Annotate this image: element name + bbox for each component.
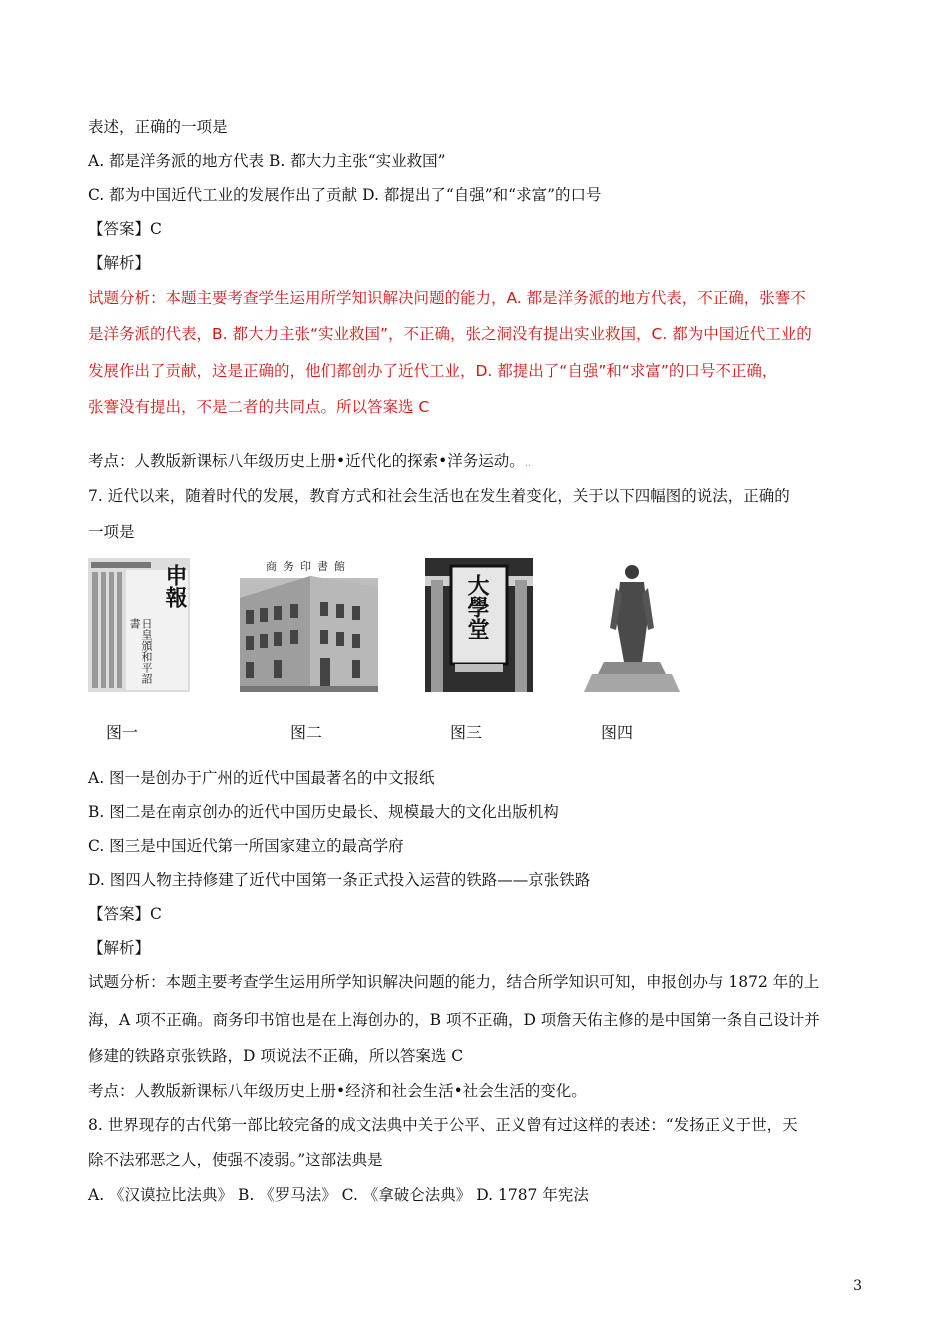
q6-options-ab: A. 都是洋务派的地方代表 B. 都大力主张“实业救国”	[88, 152, 446, 170]
q7-option: A. 图一是创办于广州的近代中国最著名的中文报纸	[88, 769, 435, 787]
figure-caption: 图一	[106, 723, 139, 742]
q6-stem-tail: 表述，正确的一项是	[88, 118, 228, 136]
q6-analysis-line: 是洋务派的代表，B. 都大力主张“实业救国”，不正确，张之洞没有提出实业救国，C. 都为中国近代工业的	[88, 325, 812, 343]
page-number: 3	[853, 1278, 862, 1294]
q6-kaodian-text: 考点：人教版新课标八年级历史上册•近代化的探索•洋务运动。	[88, 452, 525, 470]
q6-analysis-line: 张謇没有提出，不是二者的共同点。所以答案选 C	[88, 398, 430, 416]
q7-analysis-line: 试题分析：本题主要考查学生运用所学知识解决问题的能力，结合所学知识可知，申报创办与 1872 年的上	[88, 973, 820, 991]
q7-stem-line: 7. 近代以来，随着时代的发展，教育方式和社会生活也在发生着变化，关于以下四幅图的说法，正确的	[88, 487, 790, 505]
figure-caption: 图三	[450, 723, 483, 742]
figure-2-building	[240, 558, 378, 692]
building-signboard: 商务印書館	[266, 560, 351, 573]
q6-analysis-line: 试题分析：本题主要考查学生运用所学知识解决问题的能力，A. 都是洋务派的地方代表，不正确，张謇不	[88, 289, 806, 307]
figure-caption: 图四	[601, 723, 634, 742]
q8-stem-line: 除不法邪恶之人，使强不凌弱。”这部法典是	[88, 1151, 383, 1169]
q7-analysis-line: 海，A 项不正确。商务印书馆也是在上海创办的，B 项不正确，D 项詹天佑主修的是中国第一条自己设计并	[88, 1011, 820, 1029]
gate-plaque-text: 大學堂	[464, 574, 490, 640]
q6-analysis-line: 发展作出了贡献，这是正确的，他们都创办了近代工业，D. 都提出了“自强”和“求富”的口号不正确，	[88, 362, 778, 380]
q6-kaodian	[88, 451, 531, 474]
q6-options-cd: C. 都为中国近代工业的发展作出了贡献 D. 都提出了“自强”和“求富”的口号	[88, 186, 602, 204]
q7-stem-line: 一项是	[88, 523, 135, 541]
figure-1-newspaper	[88, 558, 190, 692]
q7-kaodian: 考点：人教版新课标八年级历史上册•经济和社会生活•社会生活的变化。	[88, 1082, 587, 1100]
q7-analysis-label: 【解析】	[88, 939, 151, 957]
q6-answer: 【答案】C	[88, 220, 162, 238]
figure-4-statue	[582, 558, 682, 692]
figure-3-gate-plaque	[425, 558, 533, 692]
q7-option: B. 图二是在南京创办的近代中国历史最长、规模最大的文化出版机构	[88, 803, 559, 821]
q7-answer: 【答案】C	[88, 905, 162, 923]
q8-options: A. 《汉谟拉比法典》 B. 《罗马法》 C. 《拿破仑法典》 D. 1787 年宪法	[88, 1186, 589, 1204]
newspaper-headline: 日皇頒和平詔書	[128, 618, 153, 684]
figure-caption: 图二	[290, 723, 323, 742]
q6-kaodian-trail: ..	[524, 458, 532, 469]
building-icon	[240, 558, 378, 692]
statue-icon	[582, 558, 682, 692]
q7-option: D. 图四人物主持修建了近代中国第一条正式投入运营的铁路——京张铁路	[88, 871, 591, 889]
q6-analysis-label: 【解析】	[88, 254, 151, 272]
q8-stem-line: 8. 世界现存的古代第一部比较完备的成文法典中关于公平、正义曾有过这样的表述：“发扬正义于世，天	[88, 1116, 798, 1134]
q7-option: C. 图三是中国近代第一所国家建立的最高学府	[88, 837, 404, 855]
newspaper-masthead: 申報	[162, 564, 188, 608]
q7-analysis-line: 修建的铁路京张铁路，D 项说法不正确，所以答案选 C	[88, 1047, 464, 1065]
